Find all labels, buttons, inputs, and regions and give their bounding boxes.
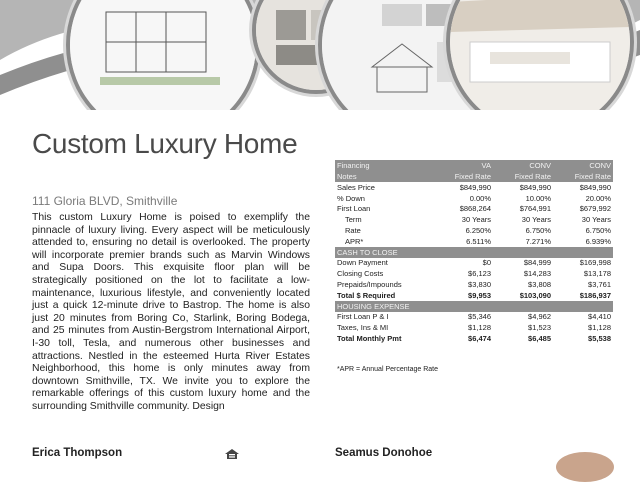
apr-footnote: *APR = Annual Percentage Rate — [337, 366, 438, 373]
financing-header-label: Financing — [337, 161, 370, 170]
row-value: $679,992 — [579, 204, 611, 214]
row-label: % Down — [337, 193, 365, 203]
row-value: $868,264 — [459, 204, 491, 214]
row-label: Closing Costs — [337, 269, 384, 279]
table-row — [335, 279, 613, 290]
row-value: $1,128 — [588, 323, 611, 333]
table-row — [335, 182, 613, 193]
section-label: HOUSING EXPENSE — [337, 301, 410, 311]
row-value: 6.511% — [466, 236, 491, 246]
housing-expense-header — [335, 301, 613, 312]
row-value: 6.250% — [465, 226, 491, 236]
row-value: $5,346 — [468, 312, 491, 322]
table-row — [335, 204, 613, 215]
cash-to-close-header — [335, 247, 613, 258]
photo-floorplan — [66, 0, 260, 110]
row-value: $103,090 — [519, 290, 551, 300]
row-value: $4,410 — [588, 312, 611, 322]
row-value: $4,962 — [528, 312, 551, 322]
photo-interior — [446, 0, 634, 110]
row-value: $3,808 — [528, 280, 551, 290]
row-label: Taxes, Ins & MI — [337, 323, 389, 333]
row-label: First Loan P & I — [337, 312, 389, 322]
row-value: $14,283 — [523, 269, 551, 279]
row-value: $849,990 — [459, 182, 491, 192]
row-value: 7.271% — [525, 236, 551, 246]
row-value: $9,953 — [468, 290, 491, 300]
row-value: $6,123 — [468, 269, 491, 279]
row-label: Term — [345, 215, 362, 225]
financing-notes-row — [335, 171, 613, 182]
notes-col: Fixed Rate — [514, 172, 551, 181]
row-value: $169,998 — [579, 258, 611, 268]
notes-label: Notes — [337, 172, 357, 181]
row-value: $849,990 — [519, 182, 551, 192]
row-value: $13,178 — [583, 269, 611, 279]
financing-header-col: VA — [481, 161, 491, 170]
row-value: $0 — [482, 258, 491, 268]
section-label: CASH TO CLOSE — [337, 247, 398, 257]
notes-col: Fixed Rate — [574, 172, 611, 181]
table-row — [335, 225, 613, 236]
financing-header-row — [335, 160, 613, 171]
row-value: $186,937 — [579, 290, 611, 300]
table-row — [335, 193, 613, 204]
row-label: Rate — [345, 226, 361, 236]
listing-title: Custom Luxury Home — [32, 128, 298, 159]
notes-col: Fixed Rate — [454, 172, 491, 181]
row-value: $3,830 — [468, 280, 491, 290]
row-value: $764,991 — [519, 204, 551, 214]
financing-header-col: CONV — [529, 161, 551, 170]
table-row — [335, 236, 613, 247]
row-value: $1,128 — [468, 323, 491, 333]
row-value: $5,538 — [588, 334, 611, 344]
row-value: $84,999 — [523, 258, 551, 268]
row-value: $3,761 — [588, 280, 611, 290]
table-row — [335, 258, 613, 269]
row-value: $6,485 — [528, 334, 551, 344]
row-value: $1,523 — [528, 323, 551, 333]
row-value: 30 Years — [461, 215, 491, 225]
table-row — [335, 290, 613, 301]
row-label: Down Payment — [337, 258, 388, 268]
table-row — [335, 214, 613, 225]
row-value: 6.939% — [585, 236, 611, 246]
table-row — [335, 268, 613, 279]
financing-header-col: CONV — [589, 161, 611, 170]
row-label: APR* — [345, 236, 364, 246]
row-label: Sales Price — [337, 182, 375, 192]
table-row — [335, 333, 613, 344]
row-value: 20.00% — [585, 193, 611, 203]
table-row — [335, 312, 613, 323]
row-label: Prepaids/Impounds — [337, 280, 402, 290]
row-value: 10.00% — [525, 193, 551, 203]
row-label: Total Monthly Pmt — [337, 334, 402, 344]
agent-name-right: Seamus Donohoe — [335, 447, 433, 459]
row-value: $6,474 — [468, 334, 491, 344]
table-row — [335, 322, 613, 333]
row-label: Total $ Required — [337, 290, 396, 300]
row-value: 6.750% — [525, 226, 551, 236]
row-value: $849,990 — [579, 182, 611, 192]
photo-header — [0, 0, 640, 110]
row-value: 30 Years — [581, 215, 611, 225]
row-value: 0.00% — [469, 193, 491, 203]
equal-housing-icon — [225, 449, 239, 459]
listing-address: 111 Gloria BLVD, Smithville — [32, 194, 178, 208]
agent-name-left: Erica Thompson — [32, 447, 123, 459]
agent-avatar — [556, 452, 614, 482]
listing-description: This custom Luxury Home is poised to exemplify the pinnacle of luxury living. Every aspect will be meticulously attended to, ensuring no detail is overlooked. The property will incorporate premier brands such as Marvin Windows and Supa Doors. This exquisite floor plan will be strategically positioned on the lot to facilitate a low-maintenance, luxurious lifestyle, and conveniently located just a quick 12-minute drive to Bastrop. The home is also just 20 minutes from Boring Co, Starlink, Boring Bodega, and 25 minutes from Austin-Bergstrom International Airport, I-30 toll, Tesla, and numerous other businesses and attractions. Nestled in the esteemed Hurta River Estates Neighborhood, this home is only minutes away from downtown Smithville, TX. We invite you to explore the remarkable offerings of this custom luxury home and the surrounding Smithville community. Design — [32, 212, 310, 412]
financing-table — [335, 160, 613, 344]
row-value: 6.750% — [585, 226, 611, 236]
row-label: First Loan — [337, 204, 371, 214]
row-value: 30 Years — [521, 215, 551, 225]
